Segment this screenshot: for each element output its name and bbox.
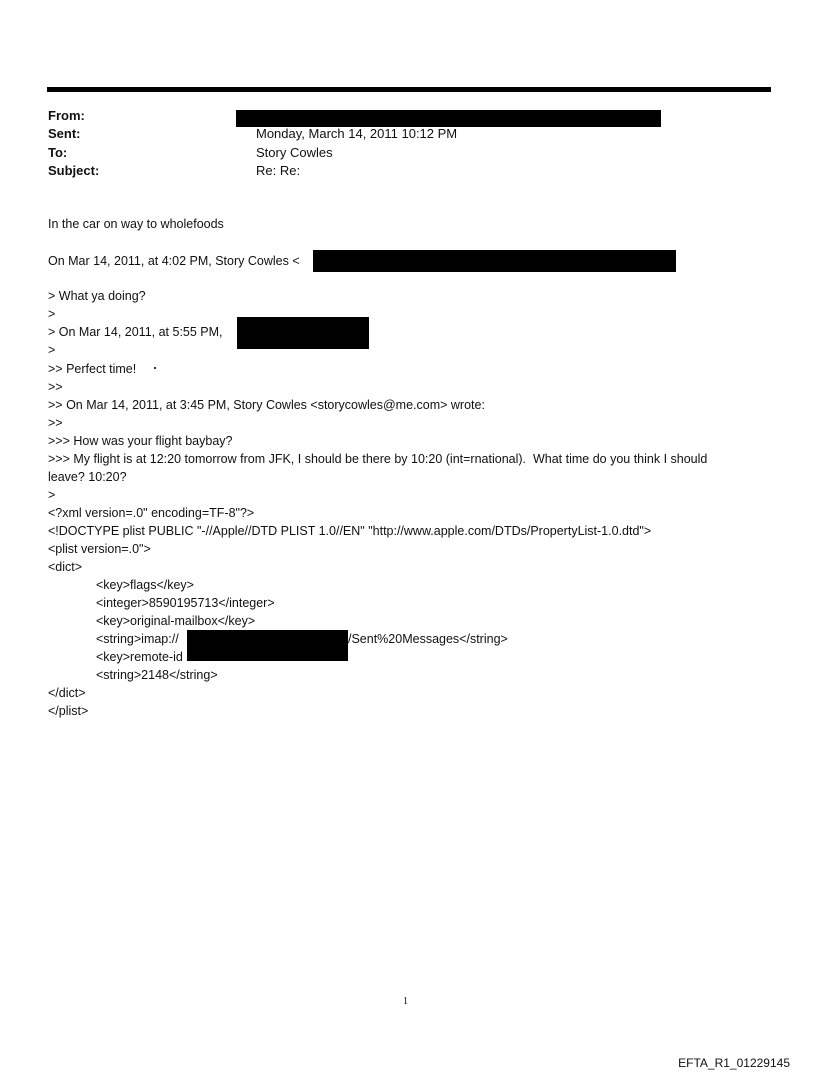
body-line: <string>imap:// xyxy=(96,632,179,646)
body-line: <integer>8590195713</integer> xyxy=(96,596,275,610)
redaction-box-sender-name xyxy=(237,317,369,349)
body-line: In the car on way to wholefoods xyxy=(48,217,224,231)
body-line: </plist> xyxy=(48,704,89,718)
body-line: >>> How was your flight baybay? xyxy=(48,434,233,448)
subject-label: Subject: xyxy=(48,163,100,178)
redaction-box-sender-email xyxy=(313,250,676,272)
body-line: >> xyxy=(48,380,63,394)
body-line: <plist version=.0"> xyxy=(48,542,151,556)
body-line: <!DOCTYPE plist PUBLIC "-//Apple//DTD PLIST 1.0//EN" "http://www.apple.com/DTDs/PropertyList-1.0.dtd"> xyxy=(48,524,652,538)
to-label: To: xyxy=(48,145,68,160)
body-line: <dict> xyxy=(48,560,83,574)
body-line: >> xyxy=(48,416,63,430)
redaction-box-mailbox xyxy=(187,630,348,661)
subject-value: Re: Re: xyxy=(256,163,301,178)
body-line: <key>flags</key> xyxy=(96,578,194,592)
body-line: > xyxy=(48,488,56,502)
body-line: <key>original-mailbox</key> xyxy=(96,614,256,628)
body-line: > xyxy=(48,343,56,357)
body-line: >>> My flight is at 12:20 tomorrow from JFK, I should be there by 10:20 (int=rnational). What time do you think I should xyxy=(48,452,708,466)
body-line: <?xml version=.0" encoding=TF-8"?> xyxy=(48,506,255,520)
body-line: > What ya doing? xyxy=(48,289,146,303)
body-line: leave? 10:20? xyxy=(48,470,127,484)
page-number: 1 xyxy=(403,996,408,1007)
body-line: /Sent%20Messages</string> xyxy=(348,632,508,646)
body-line: > On Mar 14, 2011, at 5:55 PM, xyxy=(48,325,223,339)
to-value: Story Cowles xyxy=(256,145,333,160)
stray-mark xyxy=(154,367,156,369)
sent-value: Monday, March 14, 2011 10:12 PM xyxy=(256,126,458,141)
sent-label: Sent: xyxy=(48,126,81,141)
bates-number: EFTA_R1_01229145 xyxy=(678,1056,790,1070)
body-line: On Mar 14, 2011, at 4:02 PM, Story Cowles < xyxy=(48,254,300,268)
body-line: <string>2148</string> xyxy=(96,668,218,682)
top-rule xyxy=(47,87,771,92)
body-line: >> Perfect time! xyxy=(48,362,137,376)
body-line: <key>remote-id xyxy=(96,650,183,664)
body-line: >> On Mar 14, 2011, at 3:45 PM, Story Cowles <storycowles@me.com> wrote: xyxy=(48,398,485,412)
from-label: From: xyxy=(48,108,85,123)
body-line: > xyxy=(48,307,56,321)
body-line: </dict> xyxy=(48,686,86,700)
